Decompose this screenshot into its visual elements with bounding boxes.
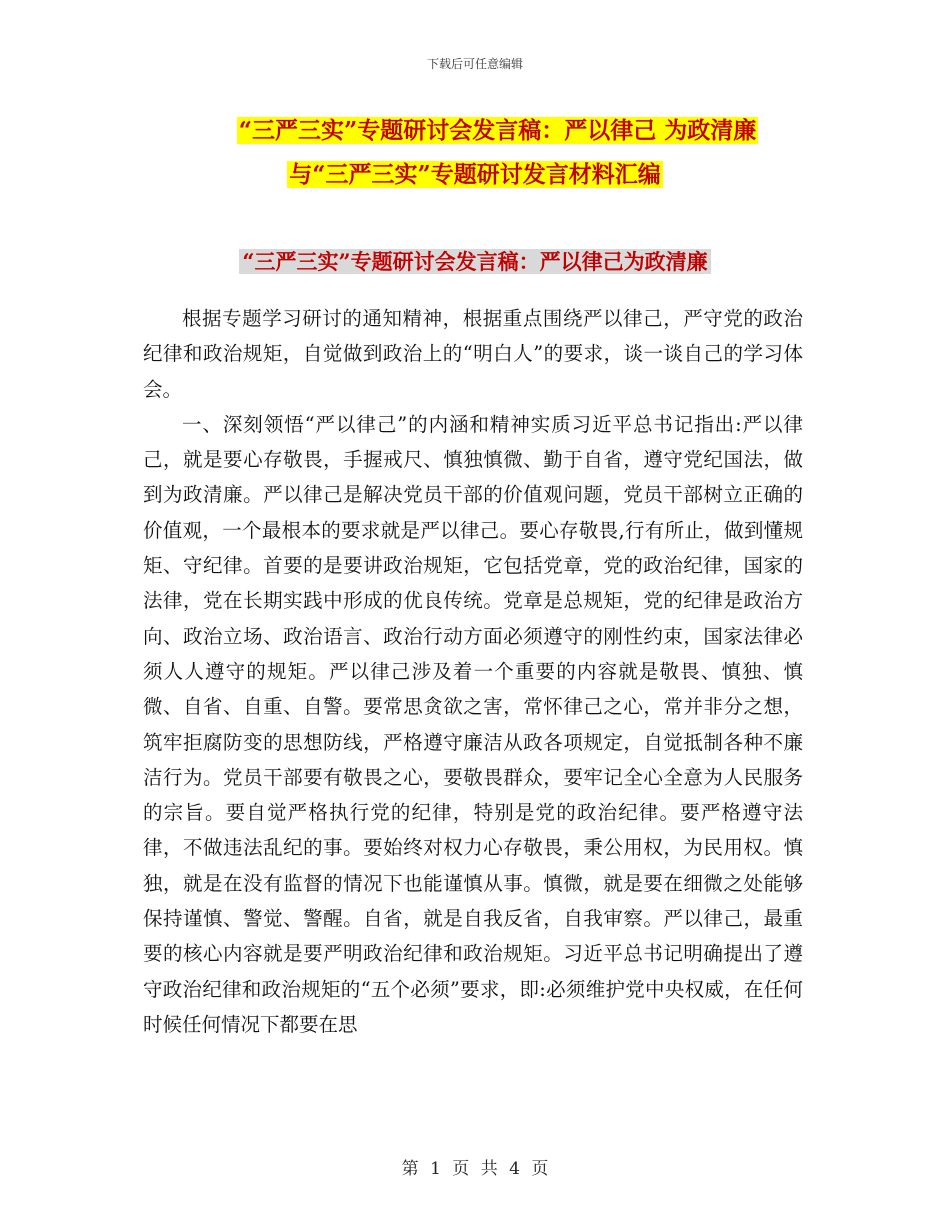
title-line-2-text: 与“三严三实”专题研讨发言材料汇编 <box>289 161 661 188</box>
document-title-line-1 <box>0 114 950 148</box>
document-title-line-2 <box>0 158 950 192</box>
header-note: 下载后可任意编辑 <box>426 57 523 71</box>
title-line-1-text: “三严三实”专题研讨会发言稿：严以律己 为政清廉 <box>238 117 757 144</box>
subtitle-text: “三严三实”专题研讨会发言稿：严以律己为政清廉 <box>239 249 710 274</box>
section-subtitle <box>0 246 950 278</box>
page-footer: 第 1 页 共 4 页 <box>401 1159 549 1179</box>
body-paragraph-2: 一、深刻领悟“严以律己”的内涵和精神实质习近平总书记指出:严以律己，就是要心存敬畏，手握戒尺、慎独慎微、勤于自省，遵守党纪国法，做到为政清廉。严以律己是解决党员干部的价值观问题，党员干部树立正确的价值观，一个最根本的要求就是严以律己。要心存敬畏,行有所止，做到懂规矩、守纪律。首要的是要讲政治规矩，它包括党章，党的政治纪律，国家的法律，党在长期实践中形成的优良传统。党章是总规矩，党的纪律是政治方向、政治立场、政治语言、政治行动方面必须遵守的刚性约束，国家法律必须人人遵守的规矩。严以律己涉及着一个重要的内容就是敬畏、慎独、慎微、自省、自重、自警。要常思贪欲之害，常怀律己之心，常并非分之想，筑牢拒腐防变的思想防线，严格遵守廉洁从政各项规定，自觉抵制各种不廉洁行为。党员干部要有敬畏之心，要敬畏群众，要牢记全心全意为人民服务的宗旨。要自觉严格执行党的纪律，特别是党的政治纪律。要严格遵守法律，不做违法乱纪的事。要始终对权力心存敬畏，秉公用权，为民用权。慎独，就是在没有监督的情况下也能谨慎从事。慎微，就是要在细微之处能够保持谨慎、警觉、警醒。自省，就是自我反省，自我审察。严以律己，最重要的核心内容就是要严明政治纪律和政治规矩。习近平总书记明确提出了遵守政治纪律和政治规矩的“五个必须”要求，即:必须维护党中央权威，在任何时候任何情况下都要在思 <box>143 412 803 1036</box>
document-body <box>143 301 803 1042</box>
body-paragraph-1: 根据专题学习研讨的通知精神，根据重点围绕严以律己，严守党的政治纪律和政治规矩，自觉做到政治上的“明白人”的要求，谈一谈自己的学习体会。 <box>143 307 803 401</box>
